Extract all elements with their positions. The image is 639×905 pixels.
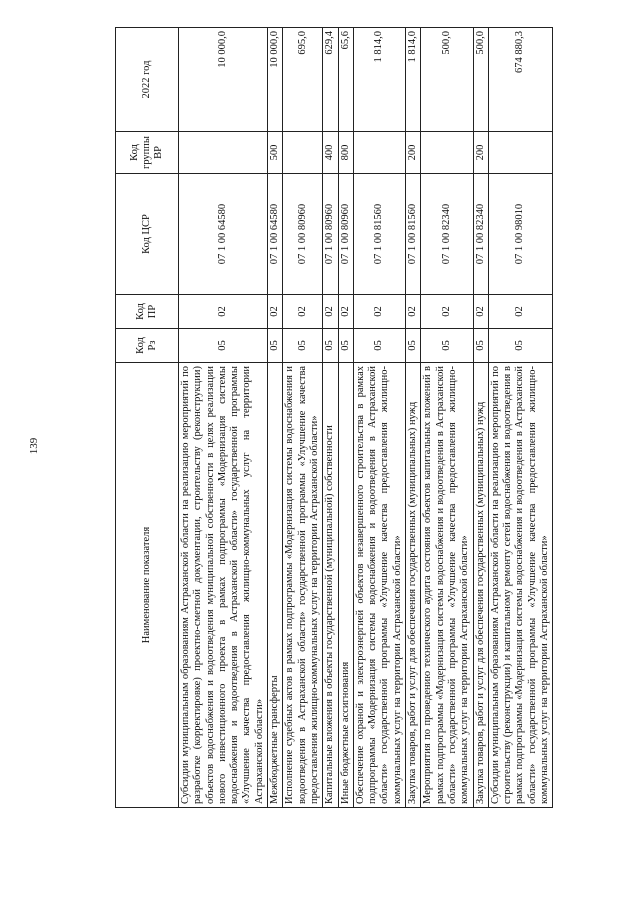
- table-row: [353, 28, 405, 808]
- row-pr: 02: [179, 295, 268, 329]
- row-pr: 02: [283, 295, 323, 329]
- page-number: 139: [28, 437, 40, 455]
- table-row: [323, 28, 338, 808]
- row-pr: 02: [323, 295, 338, 329]
- row-csr: 07 1 00 64580: [179, 174, 268, 295]
- row-rz: 05: [473, 329, 488, 363]
- row-rz: 05: [323, 329, 338, 363]
- row-amount: 629,4: [323, 28, 338, 132]
- row-rz: 05: [338, 329, 353, 363]
- table-row: [421, 28, 473, 808]
- row-amount: 695,0: [283, 28, 323, 132]
- header-vr-group-code: Код группы ВР: [116, 132, 179, 174]
- budget-table: [115, 27, 553, 808]
- row-vr: 800: [338, 132, 353, 174]
- row-vr: 400: [323, 132, 338, 174]
- row-amount: 1 814,0: [353, 28, 405, 132]
- row-name: Межбюджетные трансферты: [268, 363, 283, 808]
- row-name: Мероприятия по проведению технического аудита состояния объектов капитальных вложений в рамках подпрограммы «Модернизация системы водоснабжения и водоотведения в Астраханской области» государственной программы «Улучшение качества предоставления жилищно-коммунальных услуг на территории Астраханской области»: [421, 363, 473, 808]
- row-amount: 674 880,3: [488, 28, 552, 132]
- table-row: [268, 28, 283, 808]
- row-pr: 02: [473, 295, 488, 329]
- row-csr: 07 1 00 80960: [323, 174, 338, 295]
- row-vr: [421, 132, 473, 174]
- row-name: Иные бюджетные ассигнования: [338, 363, 353, 808]
- row-rz: 05: [353, 329, 405, 363]
- row-name: Субсидии муниципальным образованиям Астраханской области на реализацию мероприятий по разработке (корректировке) проектно-сметной документации, строительству (реконструкции) объектов водоснабжения и водоотведения муниципальной собственности в целях реализации нового инвестиционного проекта в рамках подпрограммы «Модернизация системы водоснабжения и водоотведения в Астраханской области» государственной программы «Улучшение качества предоставления жилищно-коммунальных услуг на территории Астраханской области»: [179, 363, 268, 808]
- row-csr: 07 1 00 82340: [473, 174, 488, 295]
- header-year-2022: 2022 год: [116, 28, 179, 132]
- rotated-table-container: [115, 28, 576, 808]
- row-csr: 07 1 00 64580: [268, 174, 283, 295]
- header-csr-code: Код ЦСР: [116, 174, 179, 295]
- row-name: Исполнение судебных актов в рамках подпрограммы «Модернизация системы водоснабжения и водоотведения в Астраханской области» государственной программы «Улучшение качества предоставления жилищно-коммунальных услуг на территории Астраханской области»: [283, 363, 323, 808]
- row-amount: 65,6: [338, 28, 353, 132]
- row-amount: 10 000,0: [268, 28, 283, 132]
- table-header-row: [116, 28, 179, 808]
- row-pr: 02: [488, 295, 552, 329]
- table-row: [473, 28, 488, 808]
- row-name: Закупка товаров, работ и услуг для обеспечения государственных (муниципальных) нужд: [473, 363, 488, 808]
- header-rz-code: Код Рз: [116, 329, 179, 363]
- row-name: Капитальные вложения в объекты государственной (муниципальной) собственности: [323, 363, 338, 808]
- row-rz: 05: [406, 329, 421, 363]
- row-vr: [283, 132, 323, 174]
- row-csr: 07 1 00 80960: [338, 174, 353, 295]
- row-pr: 02: [338, 295, 353, 329]
- row-vr: [179, 132, 268, 174]
- header-pr-code: Код ПР: [116, 295, 179, 329]
- row-rz: 05: [421, 329, 473, 363]
- row-name: Обеспечение охраной и электроэнергией объектов незавершенного строительства в рамках подпрограммы «Модернизация системы водоснабжения и водоотведения в Астраханской области» государственной программы «Улучшение качества предоставления жилищно-коммунальных услуг на территории Астраханской области»: [353, 363, 405, 808]
- row-amount: 10 000,0: [179, 28, 268, 132]
- row-pr: 02: [421, 295, 473, 329]
- row-pr: 02: [268, 295, 283, 329]
- row-name: Закупка товаров, работ и услуг для обеспечения государственных (муниципальных) нужд: [406, 363, 421, 808]
- table-row: [406, 28, 421, 808]
- table-row: [283, 28, 323, 808]
- row-vr: [488, 132, 552, 174]
- row-vr: 200: [406, 132, 421, 174]
- row-vr: 500: [268, 132, 283, 174]
- row-csr: 07 1 00 82340: [421, 174, 473, 295]
- row-amount: 500,0: [473, 28, 488, 132]
- row-rz: 05: [488, 329, 552, 363]
- row-amount: 500,0: [421, 28, 473, 132]
- table-row: [338, 28, 353, 808]
- row-pr: 02: [406, 295, 421, 329]
- row-rz: 05: [283, 329, 323, 363]
- row-amount: 1 814,0: [406, 28, 421, 132]
- row-csr: 07 1 00 81560: [406, 174, 421, 295]
- row-csr: 07 1 00 81560: [353, 174, 405, 295]
- row-csr: 07 1 00 98010: [488, 174, 552, 295]
- row-name: Субсидии муниципальным образованиям Астраханской области на реализацию мероприятий по строительству (реконструкции) и капитальному ремонту сетей водоснабжения и водоотведения в рамках подпрограммы «Модернизация системы водоснабжения и водоотведения в Астраханской области» государственной программы «Улучшение качества предоставления жилищно-коммунальных услуг на территории Астраханской области»: [488, 363, 552, 808]
- row-csr: 07 1 00 80960: [283, 174, 323, 295]
- row-vr: [353, 132, 405, 174]
- row-rz: 05: [179, 329, 268, 363]
- header-indicator-name: Наименование показателя: [116, 363, 179, 808]
- table-row: [179, 28, 268, 808]
- row-vr: 200: [473, 132, 488, 174]
- table-row: [488, 28, 552, 808]
- row-rz: 05: [268, 329, 283, 363]
- row-pr: 02: [353, 295, 405, 329]
